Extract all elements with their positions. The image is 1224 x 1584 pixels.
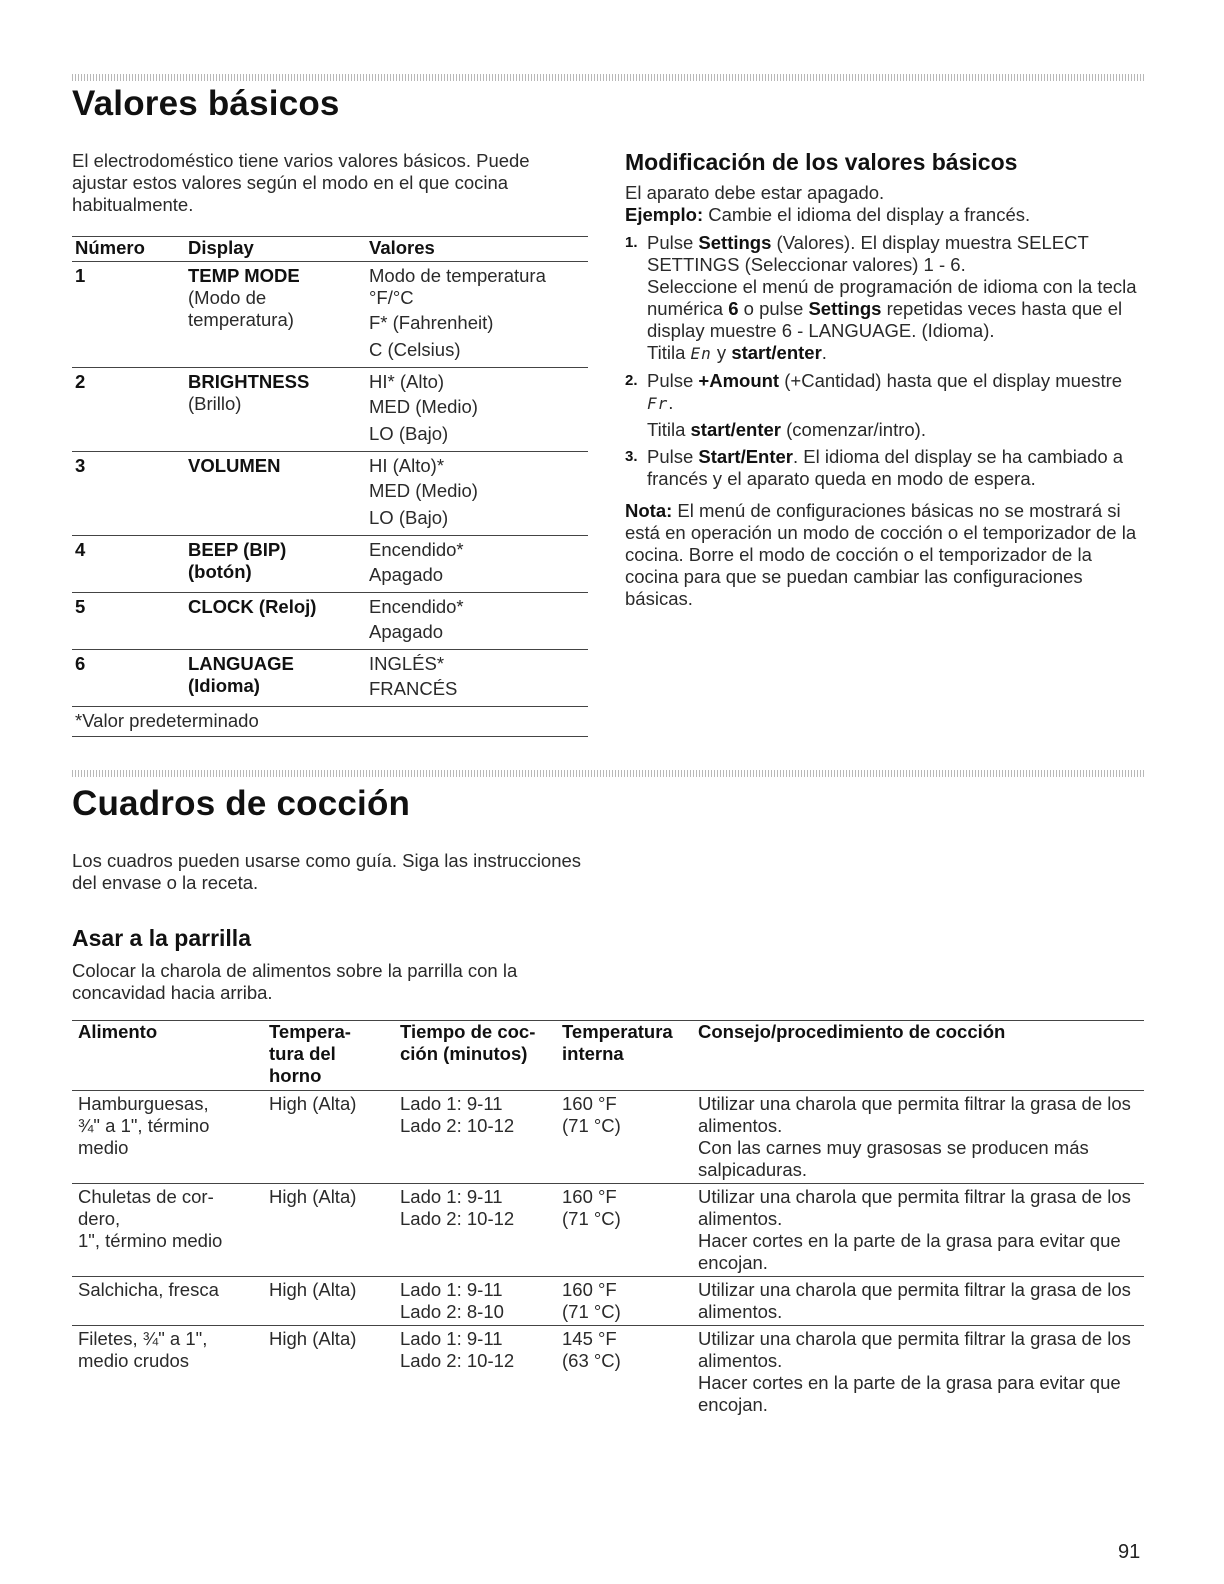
row-values — [366, 536, 588, 593]
time-line: Lado 2: 8-10 — [400, 1301, 504, 1322]
display-readout-fr: Fr — [647, 394, 669, 413]
row-values — [366, 262, 588, 368]
step-number: 2. — [625, 372, 638, 389]
example-text: Cambie el idioma del display a francés. — [703, 204, 1031, 225]
section-divider-middle — [72, 770, 1144, 777]
value-item: LO (Bajo) — [369, 423, 449, 444]
time-line: Lado 1: 9-11 — [400, 1186, 503, 1207]
row-number: 2 — [72, 368, 185, 452]
food-line: medio crudos — [78, 1350, 190, 1371]
food-line: Filetes, ¾" a 1", — [78, 1328, 208, 1349]
text: Titila — [647, 419, 691, 440]
example-label: Ejemplo: — [625, 204, 704, 225]
row-number: 1 — [72, 262, 185, 368]
step-blink — [647, 342, 1145, 365]
value-item: MED (Medio) — [369, 480, 478, 501]
row-display — [185, 452, 366, 536]
row-number: 5 — [72, 593, 185, 650]
row-display — [185, 262, 366, 368]
temp-cell — [556, 1277, 692, 1326]
food-cell — [72, 1091, 263, 1184]
text: . — [668, 392, 674, 413]
text: Pulse — [647, 232, 699, 253]
tip-line: Con las carnes muy grasosas se producen más salpicaduras. — [698, 1137, 1089, 1180]
table-footnote-row — [72, 707, 588, 737]
modify-line1: El aparato debe estar apagado. — [625, 182, 885, 203]
temp-line: (71 °C) — [562, 1115, 621, 1136]
text: . — [821, 342, 827, 363]
oven-cell: High (Alta) — [263, 1091, 394, 1184]
temp-line: 160 °F — [562, 1279, 617, 1300]
value-item: HI (Alto)* — [369, 455, 445, 476]
table-row — [72, 262, 588, 368]
row-number: 6 — [72, 650, 185, 707]
step-number: 1. — [625, 234, 638, 251]
display-readout-en: En — [690, 344, 712, 363]
step-1 — [625, 232, 1145, 365]
col-header-display: Display — [185, 237, 366, 262]
food-line: medio — [78, 1137, 129, 1158]
value-item: Apagado — [369, 564, 444, 585]
grill-title: Asar a la parrilla — [72, 925, 251, 951]
table-row — [72, 1326, 1144, 1419]
page-number: 91 — [1118, 1541, 1141, 1563]
value-item: FRANCÉS — [369, 678, 458, 699]
key-6: 6 — [728, 298, 739, 319]
temp-cell — [556, 1184, 692, 1277]
tip-cell — [692, 1184, 1144, 1277]
row-values — [366, 452, 588, 536]
food-cell — [72, 1184, 263, 1277]
step-extra — [647, 276, 1145, 342]
header-text: Tiempo de coc- ción (minutos) — [400, 1021, 536, 1064]
col-header-valores: Valores — [366, 237, 588, 262]
basic-intro: El electrodoméstico tiene varios valores básicos. Puede ajustar estos valores según el modo en el que cocina habitualmente. — [72, 150, 530, 215]
value-item: INGLÉS* — [369, 653, 445, 674]
display-title: CLOCK (Reloj) — [188, 596, 317, 617]
temp-line: 160 °F — [562, 1186, 617, 1207]
temp-line: 145 °F — [562, 1328, 617, 1349]
food-line: 1", término medio — [78, 1230, 223, 1251]
step-2 — [625, 370, 1145, 441]
table-row — [72, 368, 588, 452]
display-sub: (Modo de temperatura) — [188, 287, 294, 330]
col-header-numero: Número — [72, 237, 185, 262]
key-amount: +Amount — [698, 370, 780, 391]
temp-line: (71 °C) — [562, 1301, 621, 1322]
time-line: Lado 1: 9-11 — [400, 1328, 503, 1349]
text: Pulse — [647, 446, 699, 467]
food-line: Chuletas de cor- — [78, 1186, 214, 1207]
temp-cell — [556, 1326, 692, 1419]
time-line: Lado 1: 9-11 — [400, 1279, 503, 1300]
display-title: LANGUAGE (Idioma) — [188, 653, 294, 696]
text: (+Cantidad) hasta que el display muestre — [779, 370, 1123, 391]
text: y — [711, 342, 732, 363]
display-sub: (Brillo) — [188, 393, 242, 414]
note-label: Nota: — [625, 500, 673, 521]
table-footnote: *Valor predeterminado — [72, 707, 588, 737]
key-start-enter: Start/Enter — [698, 446, 793, 467]
grill-table — [72, 1020, 1144, 1418]
row-values — [366, 368, 588, 452]
header-text: Temperatura interna — [562, 1021, 673, 1064]
value-item: Encendido* — [369, 596, 464, 617]
cooking-intro: Los cuadros pueden usarse como guía. Siga las instrucciones del envase o la receta. — [72, 850, 582, 893]
time-cell — [394, 1277, 556, 1326]
table-row — [72, 536, 588, 593]
step-blink — [647, 419, 1145, 441]
time-line: Lado 1: 9-11 — [400, 1093, 503, 1114]
time-cell — [394, 1184, 556, 1277]
display-title: BRIGHTNESS — [188, 371, 310, 392]
food-line: ¾" a 1", término — [78, 1115, 210, 1136]
time-cell — [394, 1091, 556, 1184]
food-cell — [72, 1277, 263, 1326]
steps-list — [625, 232, 1145, 490]
time-line: Lado 2: 10-12 — [400, 1208, 515, 1229]
table-row — [72, 1184, 1144, 1277]
table-row — [72, 650, 588, 707]
tip-cell — [692, 1326, 1144, 1419]
time-line: Lado 2: 10-12 — [400, 1350, 515, 1371]
col-header-internal-temp — [556, 1021, 692, 1091]
step-text — [647, 370, 1145, 415]
value-item: °F/°C — [369, 287, 414, 308]
tip-line: Utilizar una charola que permita filtrar la grasa de los alimentos. — [698, 1186, 1131, 1229]
value-item: C (Celsius) — [369, 339, 461, 360]
row-display — [185, 650, 366, 707]
tip-line: Utilizar una charola que permita filtrar la grasa de los alimentos. — [698, 1093, 1131, 1136]
key-settings: Settings — [698, 232, 772, 253]
key-settings: Settings — [808, 298, 882, 319]
text: . El idioma del display se ha cambiado a francés y el aparato queda en modo de espera. — [647, 446, 1124, 489]
row-values — [366, 593, 588, 650]
display-title: BEEP (BIP) (botón) — [188, 539, 287, 582]
tip-line: Utilizar una charola que permita filtrar la grasa de los alimentos. — [698, 1279, 1131, 1322]
tip-line: Hacer cortes en la parte de la grasa para evitar que encojan. — [698, 1230, 1121, 1273]
table-row — [72, 1091, 1144, 1184]
note-text: El menú de configuraciones básicas no se mostrará si está en operación un modo de cocción o el temporizador de la cocina. Borre el modo de cocción o el temporizador de la cocina para que se puedan cambiar las configuraciones básicas. — [625, 500, 1137, 609]
row-values — [366, 650, 588, 707]
grill-table-header — [72, 1021, 1144, 1091]
basic-table-header — [72, 237, 588, 262]
section-divider-top — [72, 74, 1144, 81]
value-item: MED (Medio) — [369, 396, 478, 417]
modify-note — [625, 500, 1137, 610]
food-cell — [72, 1326, 263, 1419]
food-line: dero, — [78, 1208, 121, 1229]
oven-cell: High (Alta) — [263, 1184, 394, 1277]
temp-cell — [556, 1091, 692, 1184]
section-title-basic: Valores básicos — [72, 84, 340, 123]
display-title: TEMP MODE — [188, 265, 300, 286]
temp-line: (71 °C) — [562, 1208, 621, 1229]
tip-line: Hacer cortes en la parte de la grasa para evitar que encojan. — [698, 1372, 1121, 1415]
modify-values-column — [625, 148, 1145, 610]
text: (Valores). El display muestra SELECT SETTINGS (Seleccionar valores) 1 - 6. — [647, 232, 1089, 275]
modify-example — [625, 204, 1145, 226]
row-display — [185, 593, 366, 650]
step-3 — [625, 446, 1145, 490]
value-item: Modo de temperatura — [369, 265, 546, 286]
table-row — [72, 1277, 1144, 1326]
row-display — [185, 536, 366, 593]
oven-cell: High (Alta) — [263, 1277, 394, 1326]
temp-line: (63 °C) — [562, 1350, 621, 1371]
step-number: 3. — [625, 448, 638, 465]
key-start-enter: start/enter — [690, 419, 781, 440]
row-display — [185, 368, 366, 452]
key-start-enter: start/enter — [731, 342, 822, 363]
basic-values-table — [72, 236, 588, 737]
text: Titila — [647, 342, 691, 363]
col-header-tip: Consejo/procedimiento de cocción — [692, 1021, 1144, 1091]
step-text — [647, 232, 1145, 276]
text: Seleccione el menú de programación de idioma con la tecla numérica — [647, 276, 1137, 319]
text: o pulse — [738, 298, 809, 319]
step-text — [647, 446, 1145, 490]
header-text: Tempera- tura del horno — [269, 1021, 351, 1086]
food-line: Hamburguesas, — [78, 1093, 209, 1114]
basic-values-column — [72, 150, 588, 737]
text: repetidas veces hasta que el display muestre 6 - LANGUAGE. (Idioma). — [647, 298, 1123, 341]
row-number: 3 — [72, 452, 185, 536]
section-title-modify: Modificación de los valores básicos — [625, 149, 1018, 175]
grill-intro: Colocar la charola de alimentos sobre la parrilla con la concavidad hacia arriba. — [72, 960, 518, 1003]
temp-line: 160 °F — [562, 1093, 617, 1114]
food-line: Salchicha, fresca — [78, 1279, 219, 1300]
value-item: Apagado — [369, 621, 444, 642]
col-header-oven-temp — [263, 1021, 394, 1091]
value-item: F* (Fahrenheit) — [369, 312, 494, 333]
table-row — [72, 593, 588, 650]
tip-line: Utilizar una charola que permita filtrar la grasa de los alimentos. — [698, 1328, 1131, 1371]
table-row — [72, 452, 588, 536]
display-title: VOLUMEN — [188, 455, 281, 476]
tip-cell — [692, 1091, 1144, 1184]
value-item: Encendido* — [369, 539, 464, 560]
value-item: HI* (Alto) — [369, 371, 445, 392]
row-number: 4 — [72, 536, 185, 593]
text: Pulse — [647, 370, 699, 391]
col-header-alimento: Alimento — [72, 1021, 263, 1091]
col-header-time — [394, 1021, 556, 1091]
text: (comenzar/intro). — [781, 419, 926, 440]
time-line: Lado 2: 10-12 — [400, 1115, 515, 1136]
section-title-cooking: Cuadros de cocción — [72, 784, 411, 823]
oven-cell: High (Alta) — [269, 1328, 357, 1349]
value-item: LO (Bajo) — [369, 507, 449, 528]
tip-cell — [692, 1277, 1144, 1326]
time-cell — [394, 1326, 556, 1419]
